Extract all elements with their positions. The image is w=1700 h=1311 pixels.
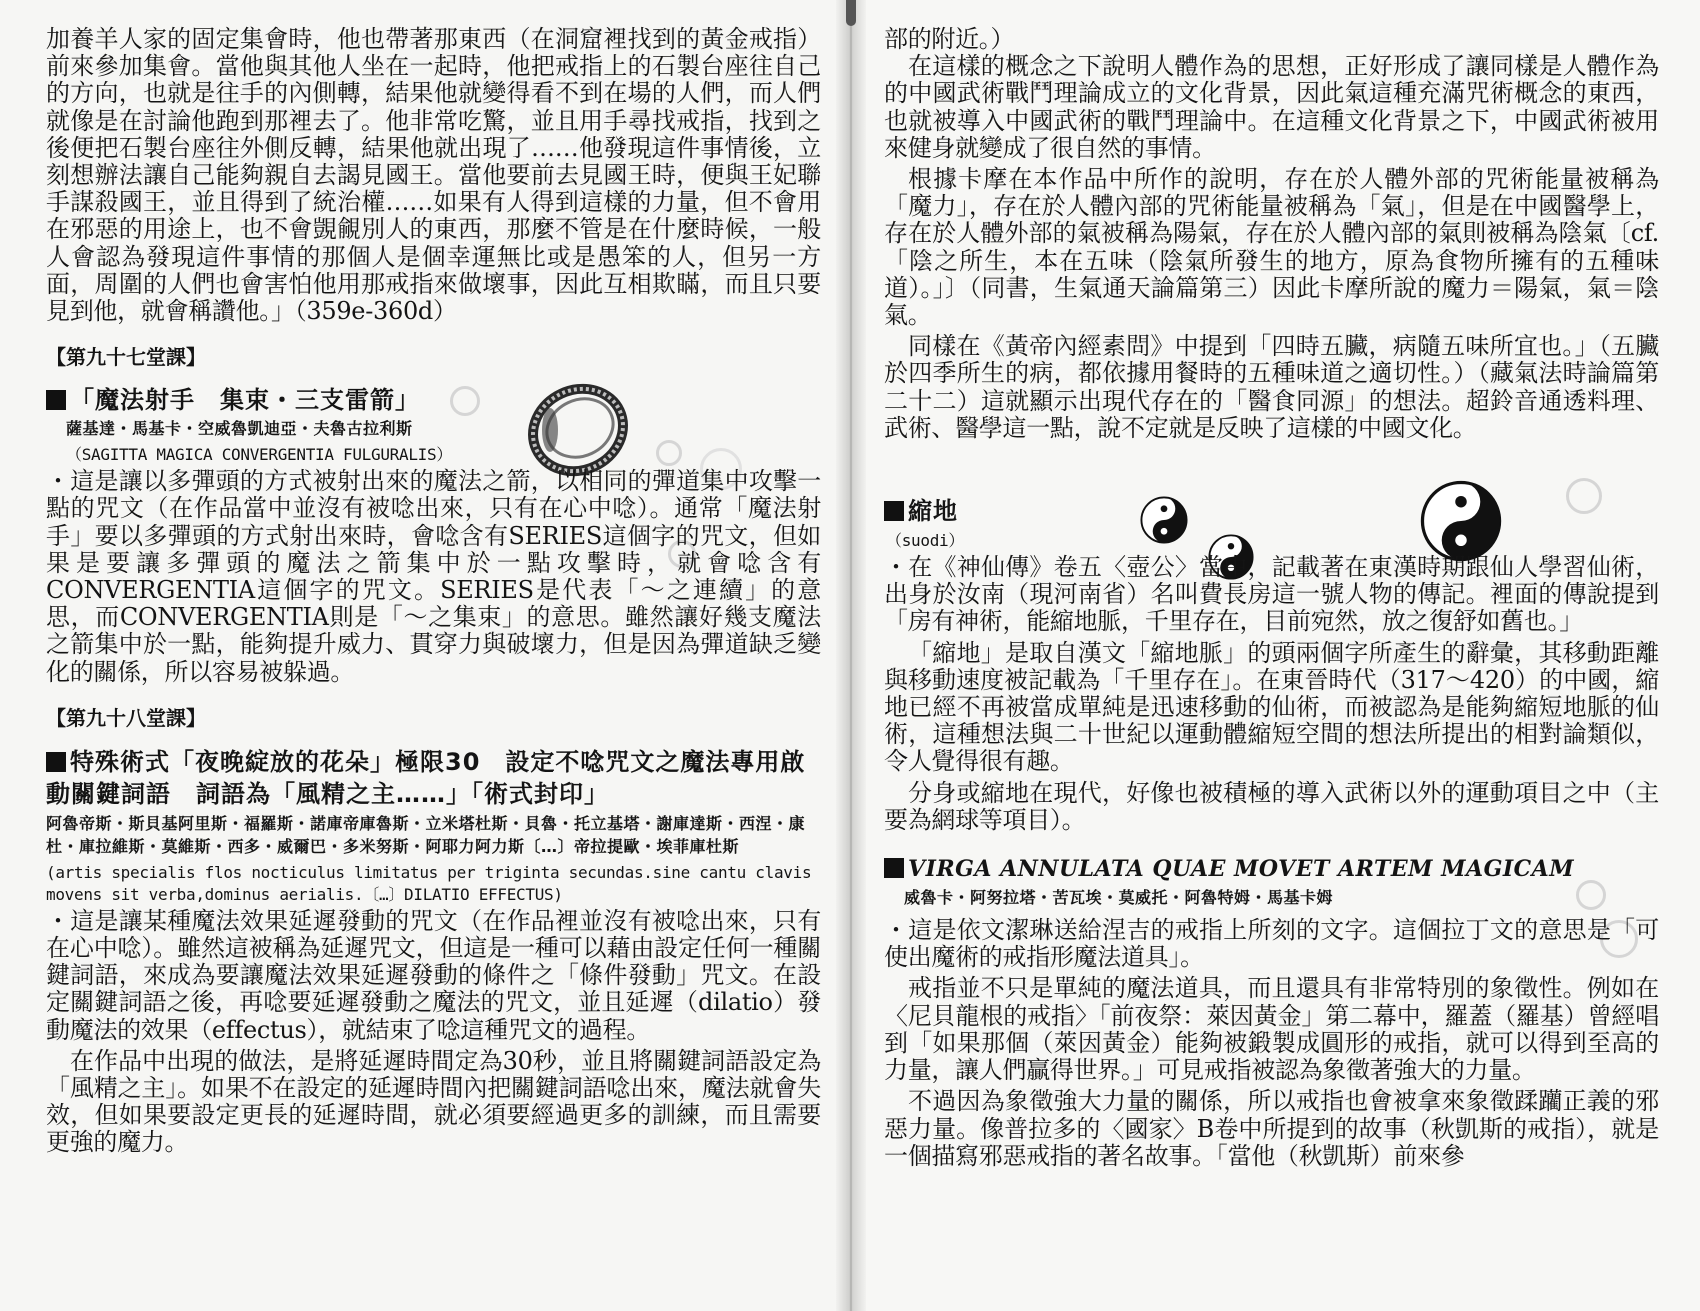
heading-text: 「魔法射手 集束・三支雷箭」 [70, 386, 420, 415]
section-heading [884, 496, 1659, 526]
paragraph: 加養羊人家的固定集會時，他也帶著那東西（在洞窟裡找到的黃金戒指）前來參加集會。當他與其他人坐在一起時，他把戒指上的石製台座往自己的方向，也就是往手的內側轉，結果他就變得看不到在場的人們，而人們就像是在討論他跑到那裡去了。他非常吃驚，並且用手尋找戒指，找到之後便把石製台座往外側反轉，結果他就出現了……他發現這件事情後，立刻想辦法讓自己能夠親自去謁見國王。當他要前去見國王時，便與王妃聯手謀殺國王，並且得到了統治權……如果有人得到這樣的力量，但不會用在邪惡的用途上，也不會覬覦別人的東西，那麼不管是在什麼時候，一般人會認為發現這件事情的那個人是個幸運無比或是愚笨的人，但另一方面，周圍的人們也會害怕他用那戒指來做壞事，因此互相欺瞞，而且只要見到他，就會稱讚他。」（359e-360d） [46, 25, 821, 326]
paragraph: 不過因為象徵強大力量的關係，所以戒指也會被拿來象徵蹂躪正義的邪惡力量。像普拉多的〈國家〉B卷中所提到的故事（秋凱斯的戒指），就是一個描寫邪惡戒指的著名故事。「當他（秋凱斯）前來參 [884, 1087, 1659, 1170]
section-heading [46, 746, 821, 810]
transliteration: 阿魯帝斯・斯貝基阿里斯・福羅斯・諾庫帝庫魯斯・立米塔杜斯・貝魯・托立基塔・謝庫達斯・西涅・康杜・庫拉維斯・莫維斯・西多・威爾巴・多米努斯・阿耶力阿力斯〔…〕帝拉提歐・埃菲庫杜斯 [46, 813, 806, 856]
paragraph: 在這樣的概念之下說明人體作為的思想，正好形成了讓同樣是人體作為的中國武術戰鬥理論成立的文化背景，因此氣這種充滿咒術概念的東西，也就被導入中國武術的戰鬥理論中。在這種文化背景之下，中國武術被用來健身就變成了很自然的事情。 [884, 52, 1659, 162]
paragraph: 部的附近。） [884, 25, 1015, 53]
square-bullet-icon [884, 858, 904, 878]
paragraph: 戒指並不只是單純的魔法道具，而且還具有非常特別的象徵性。例如在〈尼貝龍根的戒指〉「前夜祭：萊因黃金」第二幕中，羅蓋（羅基）曾經唱到「如果那個（萊因黃金）能夠被鍛製成圓形的戒指，就可以得到至高的力量，讓人們贏得世界。」可見戒指被認為象徵著強大的力量。 [884, 974, 1659, 1085]
square-bullet-icon [46, 752, 66, 772]
paragraph: 根據卡摩在本作品中所作的說明，存在於人體外部的咒術能量被稱為「魔力」，存在於人體內部的咒術能量被稱為「氣」，但是在中國醫學上，存在於人體外部的氣被稱為陽氣，存在於人體內部的氣則被稱為陰氣〔cf.「陰之所生，本在五味（陰氣所發生的地方，原為食物所擁有的五種味道）。」〕（同書，生氣通天論篇第三）因此卡摩所說的魔力＝陽氣，氣＝陰氣。 [884, 165, 1659, 330]
paragraph: ・這是讓某種魔法效果延遲發動的咒文（在作品裡並沒有被唸出來，只有在心中唸）。雖然這被稱為延遲咒文，但這是一種可以藉由設定任何一種關鍵詞語，來成為要讓魔法效果延遲發動的條件之「條件發動」咒文。在設定關鍵詞語之後，再唸要延遲發動之魔法的咒文，並且延遲（dilatio）發動魔法的效果（effectus），就結束了唸這種咒文的過程。 [46, 906, 821, 1044]
heading-text: 縮地 [908, 497, 958, 526]
square-bullet-icon [46, 390, 66, 410]
lesson-label: 【第九十七堂課】 [46, 345, 206, 370]
spacer [884, 442, 1659, 482]
heading-text: 特殊術式「夜晚綻放的花朵」極限30 設定不唸咒文之魔法專用啟動關鍵詞語 詞語為「風精之主……」「術式封印」 [46, 747, 806, 808]
transliteration: 薩基達・馬基卡・空威魯凱迪亞・夫魯古拉利斯 [66, 419, 413, 439]
latin-text: （SAGITTA MAGICA CONVERGENTIA FULGURALIS） [66, 445, 453, 465]
left-column [46, 26, 821, 1157]
paragraph: 在作品中出現的做法，是將延遲時間定為30秒，並且將關鍵詞語設定為「風精之主」。如果不在設定的延遲時間內把關鍵詞語唸出來，魔法就會失效，但如果要設定更長的延遲時間，就必須要經過更多的訓練，而且需要更強的魔力。 [46, 1046, 821, 1157]
square-bullet-icon [884, 501, 904, 521]
latin-text: (artis specialis flos nocticulus limitatus per triginta secundas.sine cantu clavis movens sit verba,dominus aerialis.〔…〕DILATIO EFFECTUS) [46, 862, 812, 904]
paragraph: ・這是讓以多彈頭的方式被射出來的魔法之箭，以相同的彈道集中攻擊一點的咒文（在作品當中並沒有被唸出來，只有在心中唸）。通常「魔法射手」要以多彈頭的方式射出來時，會唸含有SERIES這個字的咒文，但如果是要讓多彈頭的魔法之箭集中於一點攻擊時，就會唸含有CONVERGENTIA這個字的咒文。SERIES是代表「～之連續」的意思，而CONVERGENTIA則是「～之集束」的意思。雖然讓好幾支魔法之箭集中於一點，能夠提升威力、貫穿力與破壞力，但是因為彈道缺乏變化的關係，所以容易被躲過。 [46, 467, 821, 686]
lesson-label: 【第九十八堂課】 [46, 705, 206, 730]
paragraph: ・這是依文潔琳送給涅吉的戒指上所刻的文字。這個拉丁文的意思是「可使出魔術的戒指形魔法道具」。 [884, 916, 1659, 972]
paragraph: ・在《神仙傳》卷五〈壺公〉當中，記載著在東漢時期跟仙人學習仙術，出身於汝南（現河南省）名叫費長房這一號人物的傳記。裡面的傳說提到「房有神術，能縮地脈，千里存在，目前宛然，放之復舒如舊也。」 [884, 553, 1659, 636]
paragraph: 同樣在《黃帝內經素問》中提到「四時五臟，病隨五味所宜也。」（五臟於四季所生的病，都依據用餐時的五種味道之適切性。）（藏氣法時論篇第二十二）這就顯示出現代存在的「醫食同源」的想法。超鈴音通透料理、武術、醫學這一點，說不定就是反映了這樣的中國文化。 [884, 332, 1659, 442]
paragraph: 分身或縮地在現代，好像也被積極的導入武術以外的運動項目之中（主要為網球等項目）。 [884, 778, 1659, 834]
romanization: （suodi） [886, 531, 965, 551]
section-heading [46, 385, 821, 415]
gutter-binding-mark [846, 0, 856, 26]
section-heading [884, 854, 1659, 884]
paragraph: 「縮地」是取自漢文「縮地脈」的頭兩個字所產生的辭彙，其移動距離與移動速度被記載為「千里存在」。在東晉時代（317～420）的中國，縮地已經不再被當成單純是迅速移動的仙術，而被認為是能夠縮短地脈的仙術，這種想法與二十世紀以運動體縮短空間的想法所提出的相對論類似，令人覺得很有趣。 [884, 638, 1659, 776]
book-gutter [836, 0, 866, 1311]
heading-text: VIRGA ANNULATA QUAE MOVET ARTEM MAGICAM [908, 856, 1575, 883]
transliteration: 威魯卡・阿努拉塔・苦瓦埃・莫威托・阿魯特姆・馬基卡姆 [904, 888, 1334, 908]
right-column [884, 26, 1659, 1170]
